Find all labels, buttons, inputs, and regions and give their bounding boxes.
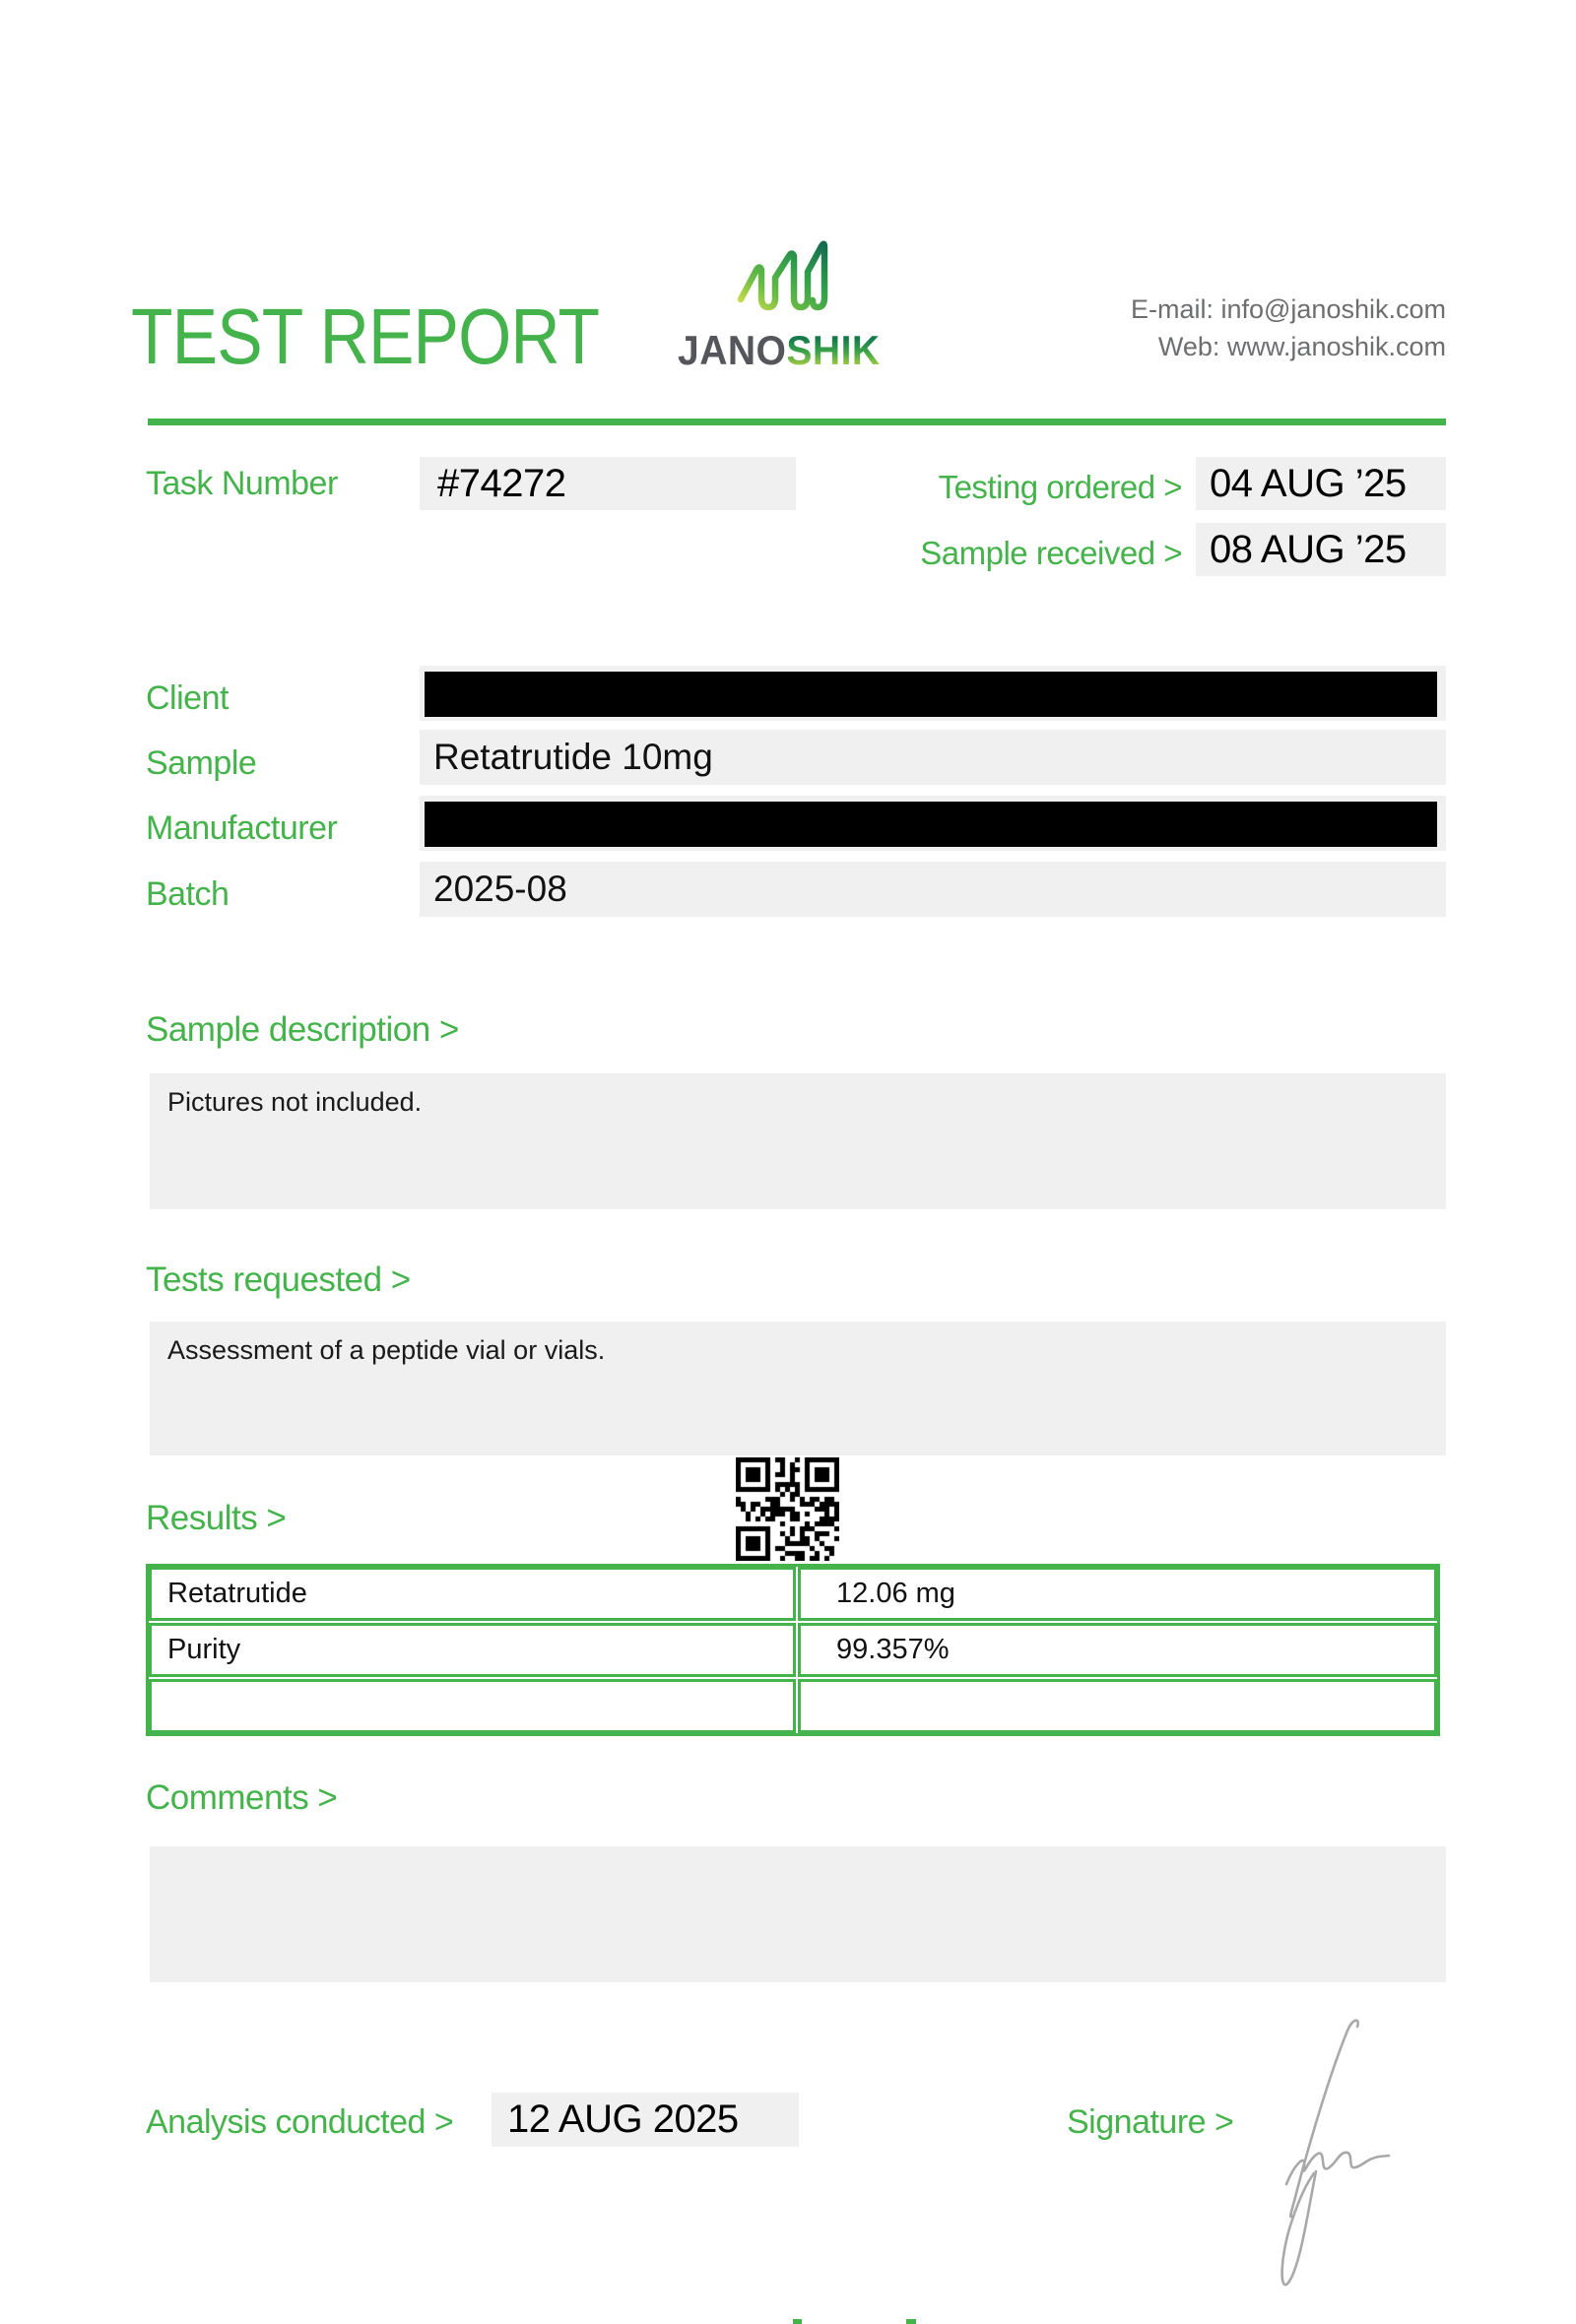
- logo-wordmark: [678, 327, 881, 374]
- footer-cutoff-text: [906, 2319, 916, 2324]
- results-table: [146, 1564, 1440, 1736]
- page-title: TEST REPORT: [131, 292, 600, 380]
- client-field: [420, 666, 1446, 721]
- results-row-name: Purity: [149, 1623, 796, 1677]
- sample-received-value: 08 AUG ’25: [1210, 528, 1407, 571]
- sample-value: Retatrutide 10mg: [433, 737, 713, 777]
- sample-label: Sample: [146, 744, 257, 782]
- results-row-value: 99.357%: [798, 1623, 1437, 1677]
- signature-image: [1259, 2009, 1416, 2304]
- tests-requested-heading: Tests requested >: [146, 1260, 411, 1299]
- sample-received-label: Sample received >: [920, 535, 1182, 571]
- manufacturer-label: Manufacturer: [146, 809, 338, 847]
- logo-text-jano: JANO: [678, 327, 787, 373]
- header-divider: [148, 419, 1446, 425]
- tests-requested-box: [150, 1322, 1446, 1455]
- analysis-conducted-field: [492, 2093, 799, 2147]
- growth-chart-icon: [733, 234, 831, 319]
- qr-code: [736, 1457, 839, 1561]
- batch-label: Batch: [146, 875, 230, 913]
- testing-ordered-label: Testing ordered >: [938, 469, 1182, 505]
- comments-heading: Comments >: [146, 1778, 338, 1817]
- logo-text-shik: SHIK: [786, 327, 881, 373]
- results-row-value: 12.06 mg: [798, 1567, 1437, 1621]
- comments-box: [150, 1846, 1446, 1982]
- task-number-field: [420, 457, 796, 510]
- contact-email: E-mail: info@janoshik.com: [1130, 294, 1446, 324]
- sample-field: [420, 730, 1446, 785]
- contact-web: Web: www.janoshik.com: [1157, 332, 1446, 361]
- sample-description-heading: Sample description >: [146, 1010, 459, 1049]
- signature-label: Signature >: [1067, 2103, 1234, 2141]
- sample-description-box: [150, 1073, 1446, 1209]
- testing-ordered-value: 04 AUG ’25: [1210, 462, 1407, 505]
- manufacturer-redaction-bar: [425, 802, 1437, 847]
- footer-cutoff-text: [793, 2319, 802, 2324]
- results-row-name: [149, 1679, 796, 1733]
- results-row-value: [798, 1679, 1437, 1733]
- tests-requested-text: Assessment of a peptide vial or vials.: [167, 1335, 606, 1365]
- batch-field: [420, 862, 1446, 917]
- manufacturer-field: [420, 796, 1446, 851]
- comments-text: [150, 1846, 1446, 1874]
- task-number-value: #74272: [437, 462, 566, 505]
- analysis-conducted-label: Analysis conducted >: [146, 2103, 454, 2141]
- results-heading: Results >: [146, 1499, 287, 1537]
- sample-received-field: [1196, 523, 1446, 576]
- analysis-conducted-value: 12 AUG 2025: [507, 2098, 739, 2141]
- client-redaction-bar: [425, 672, 1437, 717]
- task-number-label: Task Number: [146, 465, 338, 502]
- results-row-name: Retatrutide: [149, 1567, 796, 1621]
- client-label: Client: [146, 679, 229, 717]
- sample-description-text: Pictures not included.: [167, 1087, 423, 1117]
- contact-block: [1131, 290, 1446, 365]
- batch-value: 2025-08: [433, 869, 567, 909]
- testing-ordered-field: [1196, 457, 1446, 510]
